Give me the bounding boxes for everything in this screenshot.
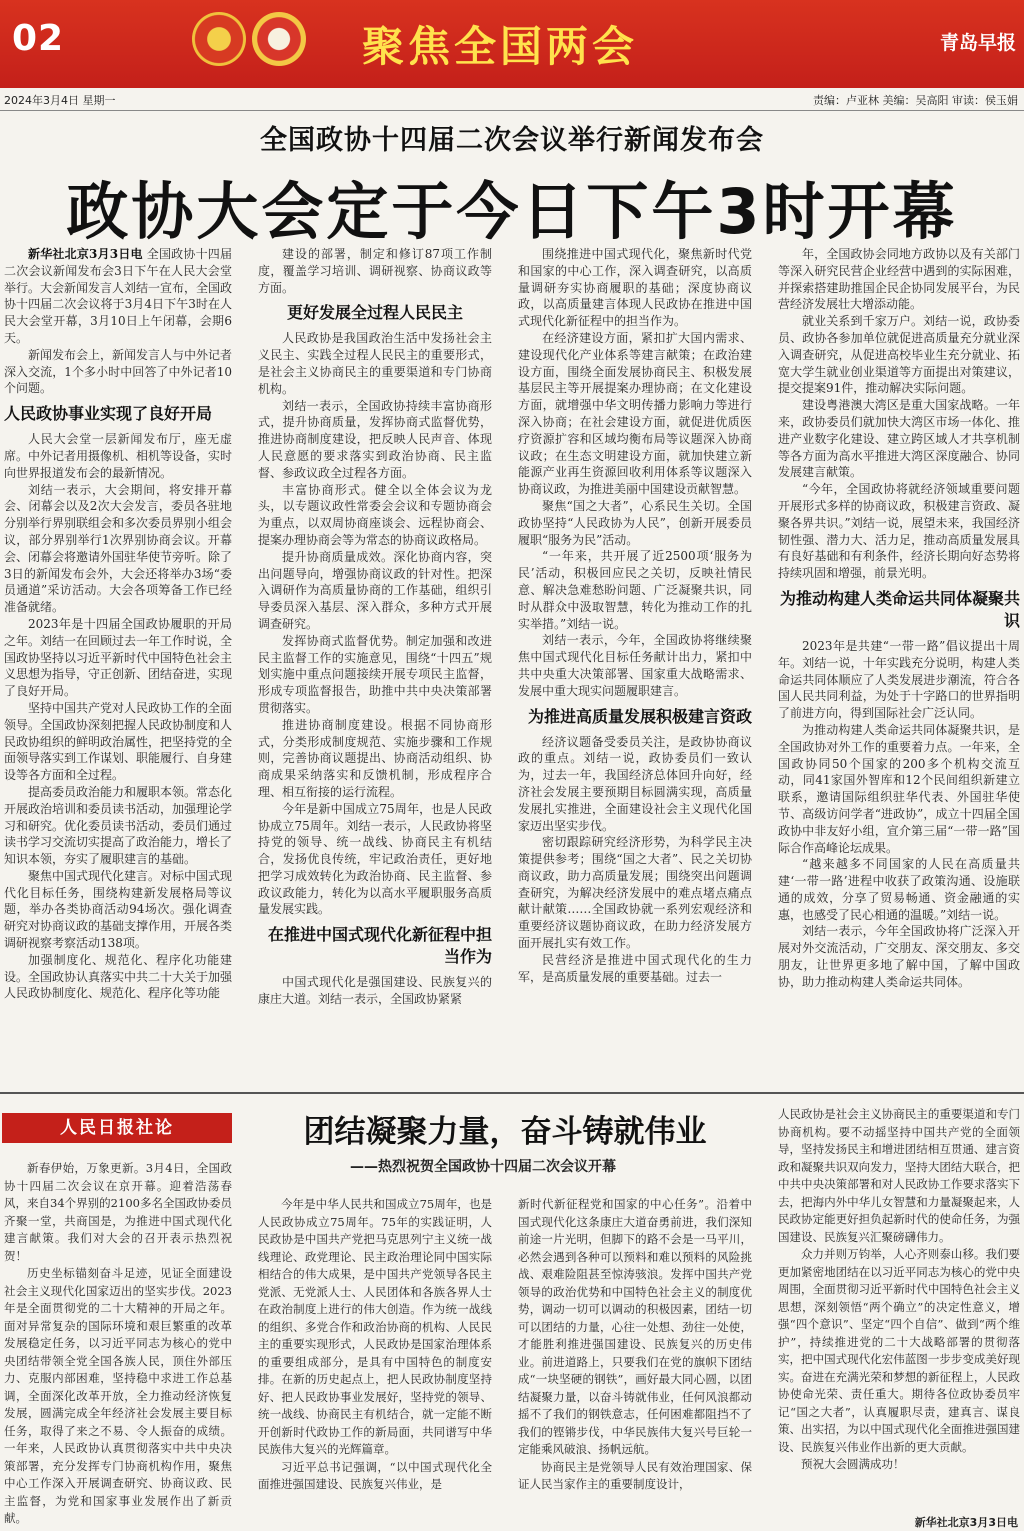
paragraph: 新时代新征程党和国家的中心任务”。沿着中国式现代化这条康庄大道奋勇前进，我们深知前途一片光明，但脚下的路不会是一马平川，必然会遇到各种可以预料和难以预料的风险挑战、艰难险阻甚至惊涛骇浪。发挥中国共产党领导的政治优势和中国特色社会主义的制度优势，调动一切可以调动的积极因素，团结一切可以团结的力量，心往一处想、劲往一处使，才能胜利推进强国建设、民族复兴的历史伟业。前进道路上，只要我们在党的旗帜下团结成“一块坚硬的钢铁”，画好最大同心圆，以团结凝聚力量，以奋斗铸就伟业，任何风浪都动摇不了我们的钢铁意志，任何困难都阻挡不了我们的铿锵步伐，中华民族伟大复兴号巨轮一定能乘风破浪、扬帆远航。 <box>518 1197 752 1456</box>
paragraph: 2023年是十四届全国政协履职的开局之年。刘结一在回顾过去一年工作时说，全国政协坚持以习近平新时代中国特色社会主义思想为指导，守正创新、团结奋进，实现了良好开局。 <box>4 616 232 699</box>
cppcc-emblem-icon <box>252 12 306 66</box>
paragraph: 为推动构建人类命运共同体凝聚共识，是全国政协对外工作的重要着力点。一年来，全国政协同50个国家的200多个机构交流互动，同41家国外智库和12个民间组织新建立联系，邀请国际组织驻华代表、外国驻华使节、高级访问学者“进政协”，成立十四届全国政协中非友好小组，宣介第三届“一带一路”国际合作高峰论坛成果。 <box>778 722 1020 855</box>
paragraph: 密切跟踪研究经济形势，为科学民主决策提供参考；围绕“国之大者”、民之关切协商议政，助力高质量发展；围绕突出问题调查研究，为解决经济发展中的难点堵点痛点献计献策……全国政协就一系列宏观经济和重要经济议题协商议政，在助力经济发展方面开展扎实有效工作。 <box>518 835 752 951</box>
paragraph: 今年是中华人民共和国成立75周年，也是人民政协成立75周年。75年的实践证明，人民政协是中国共产党把马克思列宁主义统一战线理论、政党理论、民主政治理论同中国实际相结合的伟大成果，是中国共产党领导各民主党派、无党派人士、人民团体和各族各界人士在政治制度上进行的伟大创造。作为统一战线的组织、多党合作和政治协商的机构、人民民主的重要实现形式，人民政协是国家治理体系的重要组成部分，是具有中国特色的制度安排。在新的历史起点上，把人民政协制度坚持好、把人民政协事业发展好，坚持党的领导、统一战线、协商民主有机结合，就一定能不断开创新时代政协工作的新局面，共同谱写中华民族伟大复兴的光辉篇章。 <box>258 1197 492 1456</box>
article-headline: 政协大会定于今日下午3时开幕 <box>66 175 958 248</box>
editorial-column-2 <box>258 1196 492 1528</box>
issue-date: 2024年3月4日 星期一 <box>4 94 116 107</box>
paragraph: 人民政协是社会主义协商民主的重要渠道和专门协商机构。要不动摇坚持中国共产党的全面领导，坚持发扬民主和增进团结相互贯通、建言资政和凝聚共识双向发力，坚持大团结大联合，把中共中央决策部署和对人民政协工作要求落实下去，把海内外中华儿女智慧和力量凝聚起来，人民政协定能更好担负起新时代的使命任务，为强国建设、民族复兴汇聚磅礴伟力。 <box>778 1107 1020 1244</box>
paragraph: 刘结一表示，大会期间，将安排开幕会、闭幕会以及2次大会发言，委员各驻地分别举行界别联组会和多次委员界别小组会议，部分界别举行1次界别协商会议。开幕会、闭幕会将邀请外国驻华使节旁听。除了3日的新闻发布会外，大会还将举办3场“委员通道”采访活动。大会各项筹备工作已经准备就绪。 <box>4 482 232 615</box>
paragraph: 聚焦“国之大者”，心系民生关切。全国政协坚持“人民政协为人民”，创新开展委员履职“服务为民”活动。 <box>518 498 752 547</box>
article-subheadline: 全国政协十四届二次会议举行新闻发布会 <box>260 125 764 156</box>
editorial-label: 人民日报社论 <box>2 1113 232 1143</box>
paragraph: “一年来，共开展了近2500项‘服务为民’活动，积极回应民之关切，反映社情民意、解决急难愁盼问题、广泛凝聚共识，同时从群众中汲取智慧，转化为推动工作的扎实举措。”刘结一说。 <box>518 549 752 631</box>
paragraph: 就业关系到千家万户。刘结一说，政协委员、政协各参加单位就促进高质量充分就业深入调查研究，从促进高校毕业生充分就业、拓宽大学生就业创业渠道等方面提出对策建议，提交提案91件，推动解决实际问题。 <box>778 314 1020 396</box>
section-heading: 为推进高质量发展积极建言资政 <box>527 706 752 726</box>
article-column-2 <box>258 246 492 1084</box>
section-heading: 为推动构建人类命运共同体凝聚共识 <box>779 588 1020 630</box>
paragraph: 提升协商质量成效。深化协商内容，突出问题导向，增强协商议政的针对性。把深入调研作为高质量协商的工作基础，组织引导委员深入基层、深入群众，多种方式开展调查研究。 <box>258 549 492 631</box>
paragraph: 预祝大会圆满成功！ <box>801 1457 905 1471</box>
editor-credits: 责编：卢亚林 美编：吴高阳 审读：侯玉娟 <box>813 94 1018 107</box>
article-column-1 <box>4 246 232 1084</box>
paragraph: 人民政协是我国政治生活中发扬社会主义民主、实践全过程人民民主的重要形式，是社会主义协商民主的重要渠道和专门协商机构。 <box>258 331 492 396</box>
paragraph: 加强制度化、规范化、程序化功能建设。全国政协认真落实中共二十大关于加强人民政协制度化、规范化、程序化等功能 <box>4 952 232 1001</box>
paragraph: 刘结一表示，今年全国政协将广泛深入开展对外交流活动，广交朋友、深交朋友、多交朋友，让世界更多地了解中国，了解中国政协，助力推动构建人类命运共同体。 <box>778 924 1020 989</box>
editorial-column-4 <box>778 1106 1020 1510</box>
paragraph: 年，全国政协会同地方政协以及有关部门等深入研究民营企业经营中遇到的实际困难，并探索搭建助推国企民企协同发展平台，为民营经济发展壮大增添动能。 <box>778 247 1020 312</box>
paragraph: 刘结一表示，全国政协持续丰富协商形式，提升协商质量，发挥协商式监督优势，推进协商制度建设，把反映人民声音、体现人民意愿的要求落实到政治协商、民主监督、参政议政全过程各方面。 <box>258 398 492 480</box>
masthead-band <box>0 0 1024 88</box>
editorial-subtitle: ——热烈祝贺全国政协十四届二次会议开幕 <box>350 1159 616 1175</box>
editorial-signature: 新华社北京3月3日电 <box>914 1516 1018 1529</box>
section-divider <box>0 1092 1024 1094</box>
paragraph: 民营经济是推进中国式现代化的生力军，是高质量发展的重要基础。过去一 <box>518 952 752 984</box>
paragraph: 历史坐标锚刻奋斗足迹，见证全面建设社会主义现代化国家迈出的坚实步伐。2023年是全面贯彻党的二十大精神的开局之年。面对异常复杂的国际环境和艰巨繁重的改革发展稳定任务，以习近平同志为核心的党中央团结带领全党全国各族人民，顶住外部压力、克服内部困难，坚持稳中求进工作总基调，全面深化改革开放，全力推动经济恢复发展，圆满完成全年经济社会发展主要目标任务，取得了来之不易、令人振奋的成绩。一年来，人民政协认真贯彻落实中共中央决策部署，充分发挥专门协商机构作用，聚焦中心工作深入开展调查研究、协商议政、民主监督，为党和国家事业发展作出了新贡献。 <box>4 1266 232 1525</box>
paragraph: 建设粤港澳大湾区是重大国家战略。一年来，政协委员们就加快大湾区市场一体化、推进产业数字化建设、建立跨区域人才共享机制等各方面为高水平推进大湾区深度融合、协同发展建言献策。 <box>778 398 1020 480</box>
paragraph: 中国式现代化是强国建设、民族复兴的康庄大道。刘结一表示，全国政协紧紧 <box>258 975 492 1007</box>
paragraph: 提高委员政治能力和履职本领。常态化开展政治培训和委员读书活动，加强理论学习和研究。优化委员读书活动，委员们通过读书学习交流切实提高了政治能力，增长了知识本领，夯实了履职建言的基础。 <box>4 784 232 867</box>
section-heading: 更好发展全过程人民民主 <box>286 303 463 323</box>
editorial-title: 团结凝聚力量，奋斗铸就伟业 <box>303 1114 707 1150</box>
paragraph: 新闻发布会上，新闻发言人与中外记者深入交流，1个多小时中回答了中外记者10个问题。 <box>4 347 232 396</box>
paragraph: 全国政协十四届二次会议新闻发布会3日下午在人民大会堂举行。大会新闻发言人刘结一宣布，全国政协十四届二次会议将于3月4日下午3时在人民大会堂开幕，3月10日上午闭幕，会期6天。 <box>4 247 232 345</box>
paragraph: “越来越多不同国家的人民在高质量共建‘一带一路’进程中收获了政策沟通、设施联通的成效，分享了贸易畅通、资金融通的实惠，也感受了民心相通的温暖。”刘结一说。 <box>778 857 1020 922</box>
paragraph: 在经济建设方面，紧扣扩大国内需求、建设现代化产业体系等建言献策；在政治建设方面，围绕全面发展协商民主、积极发展基层民主等开展提案办理协商；在文化建设方面，就增强中华文明传播力影响力等进行深入协商；在社会建设方面，就促进优质医疗资源扩容和区域均衡布局等议题深入协商议政；在生态文明建设方面，就加快建立新能源产业再生资源回收利用体系等议题深入协商议政，为推进美丽中国建设贡献智慧。 <box>518 330 752 497</box>
editorial-column-3 <box>518 1196 752 1528</box>
paragraph: 今年是新中国成立75周年，也是人民政协成立75周年。刘结一表示，人民政协将坚持党的领导、统一战线、协商民主有机结合，发扬优良传统，牢记政治责任，更好地把学习成效转化为政治协商、民主监督、参政议政能力，转化为以高水平履职服务高质量发展实践。 <box>258 801 492 917</box>
article-column-4 <box>778 246 1020 1084</box>
paragraph: 丰富协商形式。健全以全体会议为龙头，以专题议政性常委会会议和专题协商会为重点，以双周协商座谈会、远程协商会、提案办理协商会等为常态的协商议政格局。 <box>258 482 492 547</box>
paragraph: 人民大会堂一层新闻发布厅，座无虚席。中外记者用摄像机、相机等设备，实时向世界报道发布会的最新情况。 <box>4 432 232 480</box>
paragraph: 建设的部署，制定和修订87项工作制度，覆盖学习培训、调研视察、协商议政等方面。 <box>258 247 492 295</box>
paragraph: 经济议题备受委员关注，是政协协商议政的重点。刘结一说，政协委员们一致认为，过去一年，我国经济总体回升向好，经济社会发展主要预期目标圆满实现，高质量发展扎实推进，全面建设社会主义现代化国家迈出坚实步伐。 <box>518 734 752 833</box>
paragraph: 协商民主是党领导人民有效治理国家、保证人民当家作主的重要制度设计， <box>518 1459 752 1491</box>
page-number: 02 <box>12 18 65 59</box>
paragraph: 众力并则万钧举，人心齐则泰山移。我们要更加紧密地团结在以习近平同志为核心的党中央周围，全面贯彻习近平新时代中国特色社会主义思想，深刻领悟“两个确立”的决定性意义，增强“四个意识”、坚定“四个自信”、做到“两个维护”，持续推进党的二十大战略部署的贯彻落实，把中国式现代化宏伟蓝图一步步变成美好现实。奋进在充满光荣和梦想的新征程上，人民政协使命光荣、责任重大。期待各位政协委员牢记“国之大者”，认真履职尽责，建真言、谋良策、出实招，为以中国式现代化全面推进强国建设、民族复兴伟业作出新的更大贡献。 <box>778 1247 1020 1454</box>
paragraph: 刘结一表示，今年，全国政协将继续聚焦中国式现代化目标任务献计出力，紧扣中共中央重大决策部署、国家重大战略需求、发展中重大现实问题履职建言。 <box>518 633 752 698</box>
paragraph: 习近平总书记强调，“以中国式现代化全面推进强国建设、民族复兴伟业，是 <box>258 1459 492 1491</box>
dateline: 新华社北京3月3日电 <box>28 247 143 261</box>
paragraph: 坚持中国共产党对人民政协工作的全面领导。全国政协深刻把握人民政协制度和人民政协组织的鲜明政治属性，把坚持党的全面领导落实到工作谋划、职能履行、自身建设等各方面和全过程。 <box>4 700 232 783</box>
paragraph: 推进协商制度建设。根据不同协商形式，分类形成制度规范、实施步骤和工作规则，完善协商议题提出、协商活动组织、协商成果采纳落实和反馈机制，形成程序合理、相互衔接的运行流程。 <box>258 717 492 799</box>
section-title: 聚焦全国两会 <box>362 22 639 71</box>
article-column-3 <box>518 246 752 1084</box>
paragraph: 聚焦中国式现代化建言。对标中国式现代化目标任务，围绕构建新发展格局等议题，举办各类协商活动94场次。强化调查研究对协商议政的基础支撑作用，开展各类调研视察考察活动138项。 <box>4 868 232 951</box>
paragraph: 围绕推进中国式现代化，聚焦新时代党和国家的中心工作，深入调查研究，以高质量调研夯实协商履职的基础；深度协商议政，以高质量建言体现人民政协在推进中国式现代化新征程中的担当作为。 <box>518 247 752 329</box>
paragraph: 发挥协商式监督优势。制定加强和改进民主监督工作的实施意见，围绕“十四五”规划实施中重点问题接续开展专项民主监督，形成专项监督报告，助推中共中央决策部署贯彻落实。 <box>258 633 492 715</box>
paragraph: “今年，全国政协将就经济领域重要问题开展形式多样的协商议政，积极建言资政、凝聚各界共识。”刘结一说，展望未来，我国经济韧性强、潜力大、活力足，推动高质量发展具有良好基础和有利条件，经济长期向好态势将持续巩固和增强，前景光明。 <box>778 482 1020 581</box>
paragraph: 新春伊始，万象更新。3月4日，全国政协十四届二次会议在京开幕。迎着浩荡春风，来自34个界别的2100多名全国政协委员齐聚一堂，共商国是，为推进中国式现代化建言献策。我们对大会的召开表示热烈祝贺！ <box>4 1161 232 1263</box>
editorial-column-1 <box>4 1160 232 1528</box>
section-heading: 人民政协事业实现了良好开局 <box>4 404 213 424</box>
paragraph: 2023年是共建“一带一路”倡议提出十周年。刘结一说，十年实践充分说明，构建人类命运共同体顺应了人类发展进步潮流，符合各国人民共同利益，为处于十字路口的世界指明了前进方向，得到国际社会广泛认同。 <box>778 638 1020 721</box>
section-heading: 在推进中国式现代化新征程中担当作为 <box>267 925 492 967</box>
national-emblem-icon <box>192 12 246 66</box>
top-rule <box>0 110 1024 111</box>
paper-logo: 青岛早报 <box>939 32 1016 54</box>
